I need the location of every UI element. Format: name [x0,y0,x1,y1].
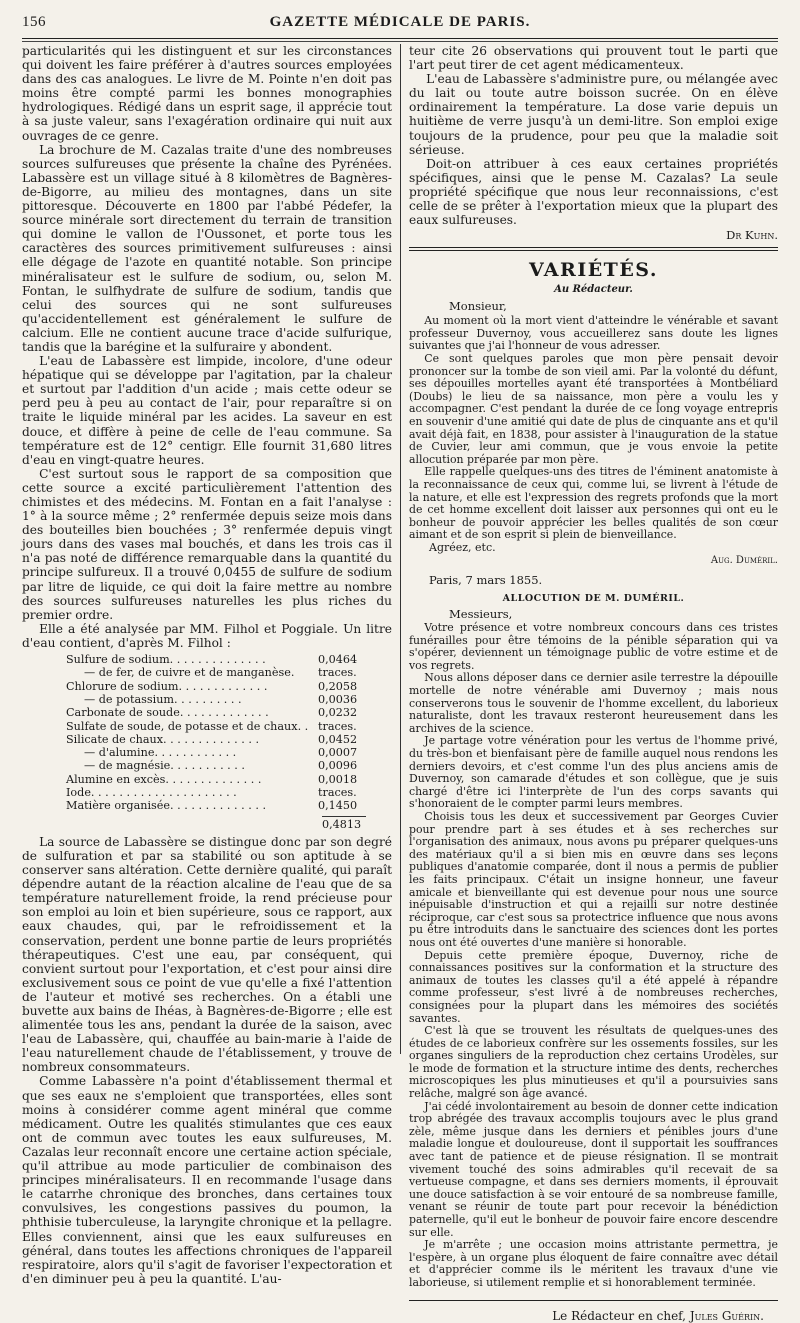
closing: Agréez, etc. [429,540,496,554]
paragraph: L'eau de Labassère est limpide, incolore, d'une odeur hépatique qui se développe par l'agitation, par la chaleur et surtout par l'addition d'un acide ; mais cette odeur se perd peu à peu au contact de l'air, pour reparaître si on traite le liquide minéral par les acides. La saveur en est douce, et diffère à peine de celle de l'eau commune. Sa température est de 12° centigr. Elle fournit 31,680 litres d'eau en vingt-quatre heures. [22,354,392,467]
sum-rule [322,816,366,817]
section-subtitle: Au Rédacteur. [554,284,633,296]
analysis-row: Iode. . . . . . . . . . . . . . . . . . . . . traces. [66,786,357,799]
letter-body [409,315,778,567]
signature-aug-dumeril: Aug. Duméril. [710,554,778,566]
analysis-row: Chlorure de sodium. . . . . . . . . . . . . 0,2058 [66,679,358,693]
section-title: VARIÉTÉS. [529,259,658,282]
analysis-row: Silicate de chaux. . . . . . . . . . . . . . 0,0452 [66,732,358,746]
analysis-table [66,653,366,831]
salutation: Messieurs, [449,607,513,622]
paragraph: Comme Labassère n'a point d'établissement thermal et que ses eaux ne s'emploient que transportées, elles sont moins à considérer comme agent minéral que comme médicament. Outre les qualités stimulantes que ces eaux ont de commun avec toutes les eaux sulfureuses, M. Cazalas leur reconnaît encore une certaine action spéciale, qu'il attribue au mode particulier de combinaison des principes minéralisateurs. Il en recommande l'usage dans le catarrhe chronique des bronches, dans certaines toux convulsives, les congestions passives du poumon, la phthisie tuberculeuse, la laryngite chronique et la pellagre. Elles conviennent, ainsi que les eaux sulfureuses en général, dans toutes les affections chroniques de l'appareil respiratoire, alors qu'il s'agit de favoriser l'expectoration et d'en diminuer peu à peu la quantité. L'au- [22,1074,392,1286]
paragraph: La brochure de M. Cazalas traite d'une des nombreuses sources sulfureuses que présente la chaîne des Pyrénées. Labassère est un village situé à 8 kilomètres de Bagnères-de-Bigorre, au milieu des montagnes, dans un site pittoresque. Découverte en 1800 par l'abbé Pédefer, la source minérale sort directement du terrain de transition qui domine le vallon de l'Oussonet, et porte tous les caractères des sources primitivement sulfureuses : ainsi elle dégage de l'azote en quantité notable. Son principe minéralisateur est le sulfure de sodium, ou, selon M. Fontan, le sulfhydrate de sulfure de sodium, tandis que celui des sources qui ne sont sulfureuses qu'accidentellement est généralement le sulfure de calcium. Elle ne contient aucune trace d'acide sulfurique, tandis que la barégine et la sulfuraire y abondent. [22,142,392,354]
paragraph: C'est surtout sous le rapport de sa composition que cette source a excité particulièrement l'attention des chimistes et des médecins. M. Fontan en a fait l'analyse : 1° à la source même ; 2° renfermée depuis seize mois dans des bouteilles bien bouchées ; 3° renfermée depuis vingt jours dans des vases mal bouchés, et dans les trois cas il n'a pas noté de différence remarquable dans la quantité du principe sulfureux. Il a trouvé 0,0455 de sulfure de sodium par litre de liquide, ce qui doit la faire mettre au nombre des sources sulfureuses naturelles les plus riches du premier ordre. [22,466,392,622]
salutation: Monsieur, [449,299,507,314]
signature-kuhn: Dr Kuhn. [726,228,778,243]
allocution-title: ALLOCUTION DE M. DUMÉRIL. [502,593,685,605]
analysis-row: — de potassium. . . . . . . . . . 0,0036 [84,692,358,706]
paragraph: Au moment où la mort vient d'atteindre le vénérable et savant professeur Duvernoy, vous accueillerez sans doute les lignes suivantes que j'ai l'honneur de vous adresser. [409,314,778,353]
left-column [22,44,400,1286]
paragraph: Je partage votre vénération pour les vertus de l'homme privé, du très-bon et bienfaisant père de famille auquel nous rendons les derniers devoirs, et c'est comme l'un des plus anciens amis de Duvernoy, son camarade d'études et son collègue, que je suis chargé d'être ici l'interprète de l'un des corps savants qui s'honoraient de le compter parmi leurs membres. [409,734,778,811]
paragraph: L'eau de Labassère s'administre pure, ou mélangée avec du lait ou toute autre boisson sucrée. On en élève ordinairement la température. La dose varie depuis un huitième de verre jusqu'à un demi-litre. Son emploi exige toujours de la prudence, pour peu que la maladie soit sérieuse. [409,72,778,157]
header-rule [22,38,778,39]
paragraph: J'ai cédé involontairement au besoin de donner cette indication trop abrégée des travaux accomplis toujours avec le plus grand zèle, même jusque dans les derniers et pénibles jours d'une maladie longue et douloureuse, dont il supportait les souffrances avec tant de patience et de pieuse résignation. Il se montrait vivement touché des soins admirables qu'il recevait de sa vertueuse compagne, et dans ses derniers moments, il éprouvait une douce satisfaction à se voir entouré de sa nombreuse famille, venant se réunir de toute part pour recevoir la bénédiction paternelle, qu'il eut le bonheur de pouvoir faire encore descendre sur elle. [409,1099,778,1239]
right-column [400,44,778,1323]
footer-rule [409,1300,778,1301]
paragraph: C'est là que se trouvent les résultats de quelques-unes des études de ce laborieux confrère sur les ossements fossiles, sur les organes singuliers de la reproduction chez certains Urodèles, sur le mode de formation et la structure intime des dents, recherches microscopiques les plus minutieuses et qu'il a poursuivies sans relâche, malgré son âge avancé. [409,1024,778,1101]
journal-title: GAZETTE MÉDICALE DE PARIS. [269,14,531,30]
page-number: 156 [22,14,46,30]
two-column-body [22,44,778,1323]
analysis-row: Sulfate de soude, de potasse et de chaux. . traces. [66,719,357,733]
paragraph: Votre présence et votre nombreux concours dans ces tristes funérailles pour être témoins de la pénible séparation qui va s'opérer, deviennent un témoignage public de votre estime et de vos regrets. [409,621,778,672]
analysis-row: Carbonate de soude. . . . . . . . . . . . . 0,0232 [66,706,358,720]
analysis-row: — de magnésie. . . . . . . . . . . 0,0096 [84,759,358,773]
paragraph: Elle a été analysée par MM. Filhol et Poggiale. Un litre d'eau contient, d'après M. Filhol : [22,621,392,650]
editor-signature [409,1309,778,1323]
allocution-body [409,622,778,1289]
paragraph: Je m'arrête ; une occasion moins attristante permettra, je l'espère, à un organe plus éloquent de faire connaître avec détail et d'apprécier comme ils le méritent les travaux d'une vie laborieuse, si utilement remplie et si honorablement terminée. [409,1238,778,1289]
analysis-total: 0,4813 [322,817,362,831]
paragraph: particularités qui les distinguent et sur les circonstances qui doivent les faire préférer à d'autres sources employées dans des cas analogues. Le livre de M. Pointe n'en doit pas moins être compté parmi les bonnes monographies hydrologiques. Rédigé dans un esprit sage, il apprécie tout à sa juste valeur, sans l'exagération ordinaire qui nuit aux ouvrages de ce genre. [22,44,392,143]
place-date: Paris, 7 mars 1855. [429,573,543,588]
analysis-row: — d'alumine. . . . . . . . . . . . 0,0007 [84,746,358,760]
section-separator [409,247,778,251]
analysis-row: — de fer, de cuivre et de manganèse. traces. [84,666,357,680]
page-header [22,14,778,36]
paragraph: La source de Labassère se distingue donc par son degré de sulfuration et par sa stabilité ou son aptitude à se conserver sans altération. Cette dernière qualité, qui paraît dépendre autant de la réaction alcaline de l'eau que de sa température naturellement froide, la rend précieuse pour son emploi au loin et bien supérieure, sous ce rapport, aux eaux chaudes, qui, par le refroidissement et la conservation, perdent une bonne partie de leurs propriétés thérapeutiques. C'est une eau, par conséquent, qui convient surtout pour l'exportation, et c'est pour ainsi dire exclusivement sous ce point de vue qu'elle a fixé l'attention de l'auteur et motivé ses recherches. On a établi une buvette aux bains de Ihéas, à Bagnères-de-Bigorre ; elle est alimentée tous les ans, pendant la durée de la saison, avec l'eau de Labassère, qui, chauffée au bain-marie à l'aide de l'eau naturellement chaude de l'établissement, y trouve de nombreux consommateurs. [22,834,392,1075]
paragraph: Doit-on attribuer à ces eaux certaines propriétés spécifiques, ainsi que le pense M. Cazalas? La seule propriété spécifique que nous leur reconnaissions, c'est celle de se prêter à l'exportation mieux que la plupart des eaux sulfureuses. [409,156,778,228]
editor-label: Le Rédacteur en chef, [552,1308,686,1323]
header-rule-thin [22,41,778,42]
paragraph: Nous allons déposer dans ce dernier asile terrestre la dépouille mortelle de notre vénérable ami Duvernoy ; mais nous conserverons tous le souvenir de l'homme excellent, du laborieux naturaliste, dont les travaux resteront heureusement dans les archives de la science. [409,671,778,735]
editor-name: Jules Guérin. [689,1308,764,1323]
paragraph: Choisis tous les deux et successivement par Georges Cuvier pour prendre part à ses études et à ses recherches sur l'organisation des animaux, nous avons pu préparer quelques-uns des matériaux qu'il a si bien mis en œuvre dans ses leçons publiques d'anatomie comparée, dont il nous a permis de publier les faits principaux. C'était un insigne honneur, une faveur amicale et bienveillante qui est devenue pour nous une source inépuisable d'instruction et qui a rejailli sur notre destinée réciproque, car c'est sous sa protectrice influence que nous avons pu être introduits dans le sanctuaire des sciences dont les portes nous ont été ouvertes d'une manière si honorable. [409,810,778,949]
paragraph: Ce sont quelques paroles que mon père pensait devoir prononcer sur la tombe de son vieil ami. Par la volonté du défunt, ses dépouilles mortelles ayant été transportées à Montbéliard (Doubs) le lieu de sa naissance, mon père a voulu les y accompagner. C'est pendant la durée de ce long voyage entrepris en souvenir d'une amitié qui date de plus de cinquante ans et qu'il avait déjà fait, en 1838, pour assister à l'inauguration de la statue de Cuvier, leur ami commun, que je vous envoie la petite allocution préparée par mon père. [409,352,778,466]
analysis-row: Alumine en excès. . . . . . . . . . . . . . 0,0018 [66,772,358,786]
paragraph: Depuis cette première époque, Duvernoy, riche de connaissances positives sur la conformation et la structure des animaux de toutes les classes qu'il a été appelé à répandre comme professeur, s'est livré à de nombreuses recherches, consignées pour la plupart dans les mémoires des sociétés savantes. [409,948,778,1025]
analysis-row: Sulfure de sodium. . . . . . . . . . . . . . 0,0464 [66,653,358,667]
paragraph: teur cite 26 observations qui prouvent tout le parti que l'art peut tirer de cet agent médicamenteux. [409,44,778,73]
paragraph: Elle rappelle quelques-uns des titres de l'éminent anatomiste à la reconnaissance de ceux qui, comme lui, se livrent à l'étude de la nature, et elle est l'expression des regrets profonds que la mort de cet homme excellent doit laisser aux personnes qui ont eu le bonheur de pouvoir apprécier les belles qualités de son cœur aimant et de son esprit si plein de bienveillance. [409,465,778,542]
analysis-row: Matière organisée. . . . . . . . . . . . . . 0,1450 [66,799,358,813]
